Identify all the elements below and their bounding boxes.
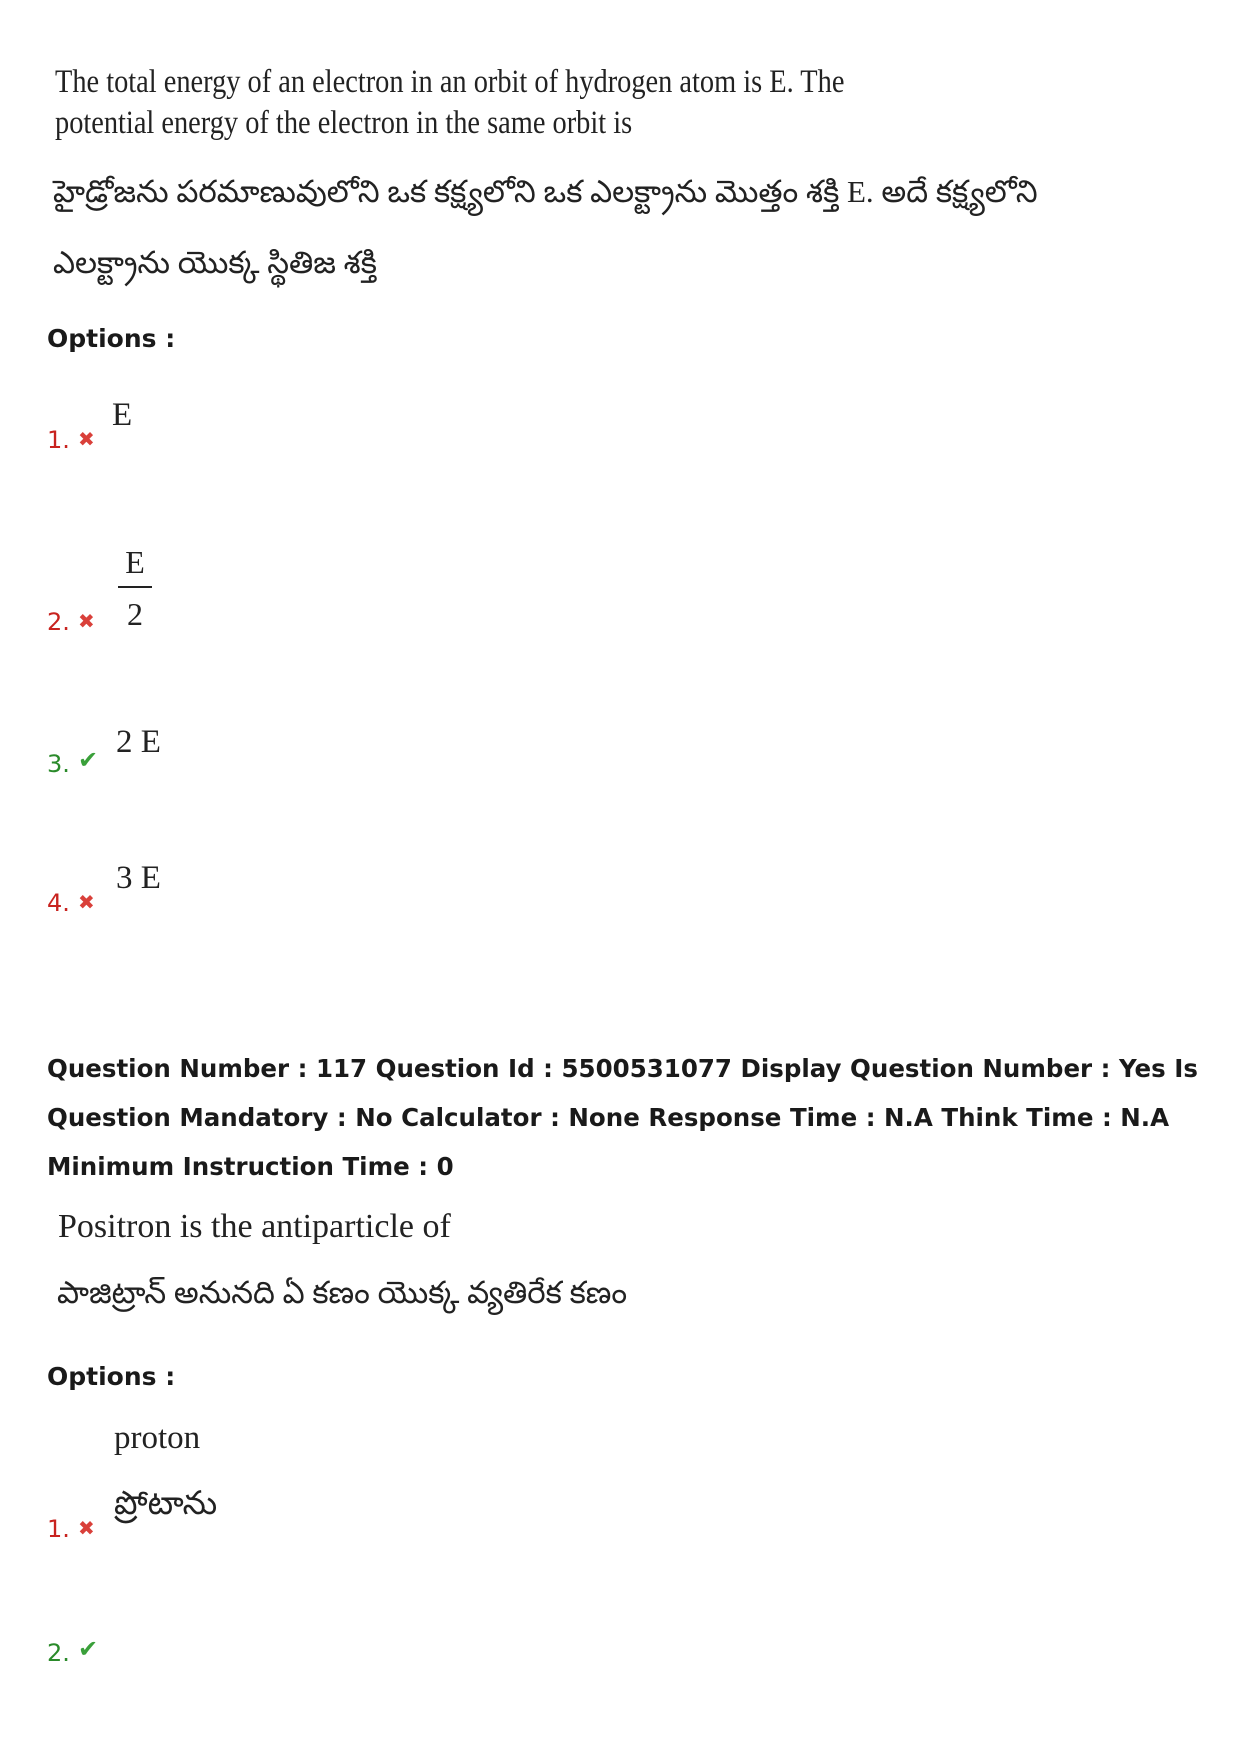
q1-option-2-numerator: E [125, 544, 145, 580]
q2-option-1-wrong-icon: ✖ [78, 1516, 95, 1540]
fraction-bar [118, 586, 152, 588]
q1-option-2-wrong-icon: ✖ [78, 609, 95, 633]
q1-option-1-number: 1. [47, 426, 70, 454]
q1-option-4-wrong-icon: ✖ [78, 890, 95, 914]
q1-option-2-denominator: 2 [127, 596, 143, 632]
q1-option-3-value: 2 E [116, 724, 161, 760]
q2-option-2-number: 2. [47, 1639, 70, 1667]
q1-option-2-fraction [118, 542, 152, 634]
q1-option-2-number: 2. [47, 608, 70, 636]
q2-option-2-check-icon: ✔ [78, 1635, 99, 1663]
question-1-options-label: Options : [47, 324, 176, 353]
q1-option-3-check-icon: ✔ [78, 746, 99, 774]
q1-option-1-value: E [112, 397, 133, 433]
q2-option-1-number: 1. [47, 1515, 70, 1543]
question-2-options-label: Options : [47, 1362, 176, 1391]
question-1-text-te-line2: ఎలక్ట్రాను యొక్క స్థితిజ శక్తి [53, 245, 377, 280]
q1-option-1-wrong-icon: ✖ [78, 427, 95, 451]
q1-option-4-number: 4. [47, 889, 70, 917]
question-1-text-te-line1: హైడ్రోజను పరమాణువులోని ఒక కక్ష్యలోని ఒక ఎలక్ట్రాను మొత్తం శక్తి E. అదే కక్ష్యలోని [53, 174, 1038, 209]
question-1-text-en: The total energy of an electron in an orbit of hydrogen atom is E. The potential energy of the electron in the same orbit is [55, 64, 845, 141]
q2-option-1-value-en: proton [114, 1420, 201, 1456]
question-2-text-te: పాజిట్రాన్ అనునది ఏ కణం యొక్క వ్యతిరేక కణం [57, 1275, 628, 1310]
q1-option-4-value: 3 E [116, 860, 161, 896]
q1-option-3-number: 3. [47, 750, 70, 778]
question-2-text-en: Positron is the antiparticle of [58, 1208, 451, 1245]
q2-option-1-value-te: ప్రోటాను [114, 1486, 218, 1522]
question-2-metadata: Question Number : 117 Question Id : 5500531077 Display Question Number : Yes Is Question Mandatory : No Calculator : None Response Time : N.A Think Time : N.A Minimum Instruction Time : 0 [47, 1054, 1198, 1181]
